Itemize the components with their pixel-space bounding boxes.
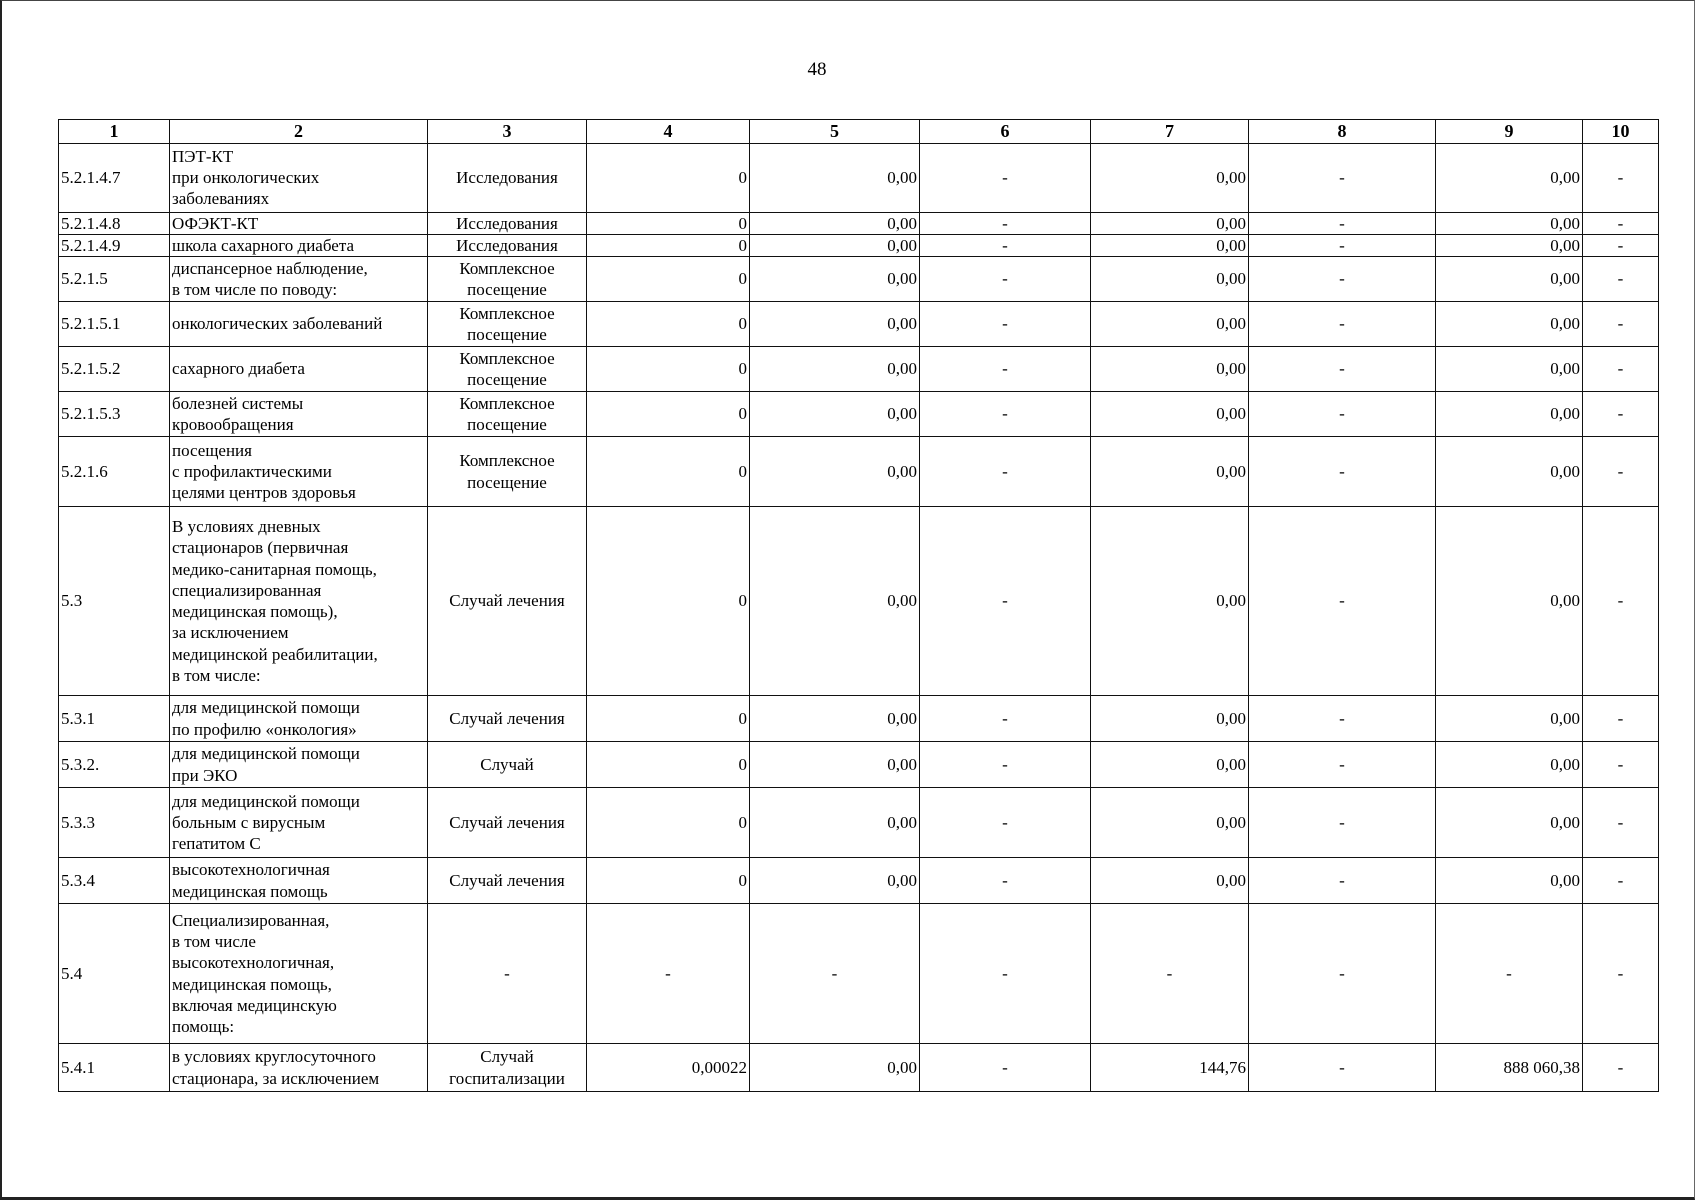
row-value-col5: 0,00 [750,302,920,347]
row-value-col4: 0 [587,742,750,788]
row-value-col9: 0,00 [1436,234,1583,256]
column-header: 5 [750,120,920,144]
row-value-col8: - [1249,788,1436,858]
row-value-col5: - [750,904,920,1044]
row-value-col9: 888 060,38 [1436,1044,1583,1092]
row-unit: - [428,904,587,1044]
table-row [59,904,1659,1044]
row-value-col6: - [920,742,1091,788]
page-number: 48 [807,59,827,80]
row-value-col7: 0,00 [1091,858,1249,904]
row-unit: Исследования [428,212,587,234]
row-name: ПЭТ-КТ при онкологических заболеваниях [170,143,428,212]
row-value-col8: - [1249,1044,1436,1092]
row-value-col4: 0 [587,788,750,858]
row-value-col10: - [1583,257,1659,302]
row-value-col9: 0,00 [1436,392,1583,437]
row-value-col6: - [920,143,1091,212]
row-value-col4: 0 [587,302,750,347]
row-value-col7: 0,00 [1091,696,1249,742]
row-value-col10: - [1583,858,1659,904]
row-code: 5.2.1.5.3 [59,392,170,437]
row-code: 5.2.1.5.2 [59,347,170,392]
row-value-col8: - [1249,437,1436,507]
table-row [59,143,1659,212]
row-value-col9: 0,00 [1436,143,1583,212]
table-row [59,257,1659,302]
row-value-col6: - [920,788,1091,858]
row-value-col7: 0,00 [1091,347,1249,392]
table-row [59,1044,1659,1092]
row-value-col7: 0,00 [1091,302,1249,347]
row-value-col4: 0,00022 [587,1044,750,1092]
table-row [59,392,1659,437]
row-code: 5.2.1.5 [59,257,170,302]
column-header: 6 [920,120,1091,144]
row-name: для медицинской помощи больным с вирусным гепатитом С [170,788,428,858]
row-value-col6: - [920,696,1091,742]
row-value-col5: 0,00 [750,1044,920,1092]
row-value-col6: - [920,1044,1091,1092]
row-name: школа сахарного диабета [170,234,428,256]
row-value-col9: 0,00 [1436,696,1583,742]
row-value-col8: - [1249,302,1436,347]
row-value-col4: 0 [587,347,750,392]
row-name: для медицинской помощи при ЭКО [170,742,428,788]
row-value-col10: - [1583,347,1659,392]
row-code: 5.4.1 [59,1044,170,1092]
row-value-col5: 0,00 [750,347,920,392]
row-value-col4: 0 [587,257,750,302]
row-value-col10: - [1583,696,1659,742]
data-table [58,119,1659,1092]
row-value-col10: - [1583,143,1659,212]
row-unit: Случай лечения [428,507,587,696]
table-row [59,742,1659,788]
row-value-col5: 0,00 [750,212,920,234]
row-value-col7: 0,00 [1091,257,1249,302]
row-name: болезней системы кровообращения [170,392,428,437]
column-header: 9 [1436,120,1583,144]
column-header: 1 [59,120,170,144]
row-name: в условиях круглосуточного стационара, за исключением [170,1044,428,1092]
table-row [59,212,1659,234]
table-row [59,234,1659,256]
row-value-col4: 0 [587,696,750,742]
row-unit: Комплексное посещение [428,392,587,437]
row-value-col8: - [1249,858,1436,904]
row-value-col8: - [1249,257,1436,302]
row-value-col5: 0,00 [750,143,920,212]
row-value-col10: - [1583,742,1659,788]
row-value-col9: 0,00 [1436,257,1583,302]
row-value-col9: 0,00 [1436,302,1583,347]
row-value-col4: 0 [587,234,750,256]
row-value-col8: - [1249,212,1436,234]
row-value-col9: - [1436,904,1583,1044]
row-unit: Случай госпитализации [428,1044,587,1092]
table-row [59,347,1659,392]
row-value-col6: - [920,302,1091,347]
row-unit: Комплексное посещение [428,347,587,392]
row-value-col8: - [1249,347,1436,392]
row-code: 5.3.2. [59,742,170,788]
row-name: для медицинской помощи по профилю «онкология» [170,696,428,742]
row-value-col5: 0,00 [750,234,920,256]
row-value-col5: 0,00 [750,858,920,904]
row-value-col7: 0,00 [1091,143,1249,212]
row-value-col5: 0,00 [750,742,920,788]
row-unit: Случай лечения [428,788,587,858]
row-value-col10: - [1583,507,1659,696]
row-value-col10: - [1583,212,1659,234]
row-value-col10: - [1583,302,1659,347]
table-body [59,143,1659,1092]
column-header: 8 [1249,120,1436,144]
row-code: 5.3.3 [59,788,170,858]
column-header: 4 [587,120,750,144]
column-header: 7 [1091,120,1249,144]
row-code: 5.2.1.6 [59,437,170,507]
row-code: 5.2.1.4.7 [59,143,170,212]
row-value-col4: 0 [587,143,750,212]
row-value-col8: - [1249,143,1436,212]
row-value-col10: - [1583,904,1659,1044]
row-value-col9: 0,00 [1436,858,1583,904]
row-value-col4: 0 [587,858,750,904]
row-value-col5: 0,00 [750,392,920,437]
row-unit: Комплексное посещение [428,302,587,347]
column-header: 10 [1583,120,1659,144]
table-row [59,437,1659,507]
row-value-col6: - [920,257,1091,302]
column-header: 3 [428,120,587,144]
row-value-col8: - [1249,696,1436,742]
row-code: 5.4 [59,904,170,1044]
row-value-col9: 0,00 [1436,212,1583,234]
row-value-col10: - [1583,437,1659,507]
row-value-col6: - [920,507,1091,696]
row-value-col7: - [1091,904,1249,1044]
row-name: посещения с профилактическими целями центров здоровья [170,437,428,507]
row-value-col4: 0 [587,392,750,437]
row-code: 5.3.1 [59,696,170,742]
row-value-col6: - [920,392,1091,437]
row-code: 5.2.1.4.9 [59,234,170,256]
row-unit: Случай [428,742,587,788]
row-value-col7: 0,00 [1091,234,1249,256]
row-name: сахарного диабета [170,347,428,392]
row-code: 5.3 [59,507,170,696]
row-value-col5: 0,00 [750,507,920,696]
row-code: 5.2.1.5.1 [59,302,170,347]
column-header: 2 [170,120,428,144]
row-value-col7: 0,00 [1091,212,1249,234]
table-row [59,507,1659,696]
row-value-col10: - [1583,1044,1659,1092]
row-name: диспансерное наблюдение, в том числе по поводу: [170,257,428,302]
row-value-col6: - [920,212,1091,234]
row-value-col6: - [920,858,1091,904]
row-value-col8: - [1249,234,1436,256]
row-value-col6: - [920,234,1091,256]
row-value-col10: - [1583,788,1659,858]
row-unit: Комплексное посещение [428,257,587,302]
row-unit: Случай лечения [428,858,587,904]
row-value-col7: 0,00 [1091,742,1249,788]
row-value-col10: - [1583,392,1659,437]
row-value-col7: 0,00 [1091,788,1249,858]
row-value-col8: - [1249,507,1436,696]
row-value-col4: 0 [587,437,750,507]
row-code: 5.3.4 [59,858,170,904]
table-header-row [59,120,1659,144]
row-name: высокотехнологичная медицинская помощь [170,858,428,904]
row-value-col9: 0,00 [1436,742,1583,788]
row-value-col7: 0,00 [1091,507,1249,696]
row-value-col8: - [1249,392,1436,437]
row-value-col8: - [1249,742,1436,788]
row-value-col5: 0,00 [750,788,920,858]
row-value-col9: 0,00 [1436,507,1583,696]
row-value-col9: 0,00 [1436,437,1583,507]
row-name: В условиях дневных стационаров (первичная медико-санитарная помощь, специализированная медицинская помощь), за исключением медицинской реабилитации, в том числе: [170,507,428,696]
row-unit: Комплексное посещение [428,437,587,507]
row-value-col5: 0,00 [750,696,920,742]
row-value-col9: 0,00 [1436,788,1583,858]
row-value-col6: - [920,437,1091,507]
row-value-col4: 0 [587,507,750,696]
row-value-col6: - [920,904,1091,1044]
table-row [59,696,1659,742]
row-unit: Случай лечения [428,696,587,742]
row-value-col5: 0,00 [750,437,920,507]
row-value-col8: - [1249,904,1436,1044]
row-value-col5: 0,00 [750,257,920,302]
row-name: онкологических заболеваний [170,302,428,347]
row-value-col7: 144,76 [1091,1044,1249,1092]
row-value-col7: 0,00 [1091,437,1249,507]
table-row [59,788,1659,858]
row-value-col10: - [1583,234,1659,256]
row-value-col6: - [920,347,1091,392]
row-code: 5.2.1.4.8 [59,212,170,234]
row-value-col4: 0 [587,212,750,234]
row-unit: Исследования [428,143,587,212]
row-name: Специализированная, в том числе высокотехнологичная, медицинская помощь, включая медицинскую помощь: [170,904,428,1044]
row-value-col7: 0,00 [1091,392,1249,437]
table-row [59,302,1659,347]
row-name: ОФЭКТ-КТ [170,212,428,234]
row-unit: Исследования [428,234,587,256]
row-value-col4: - [587,904,750,1044]
table-row [59,858,1659,904]
row-value-col9: 0,00 [1436,347,1583,392]
